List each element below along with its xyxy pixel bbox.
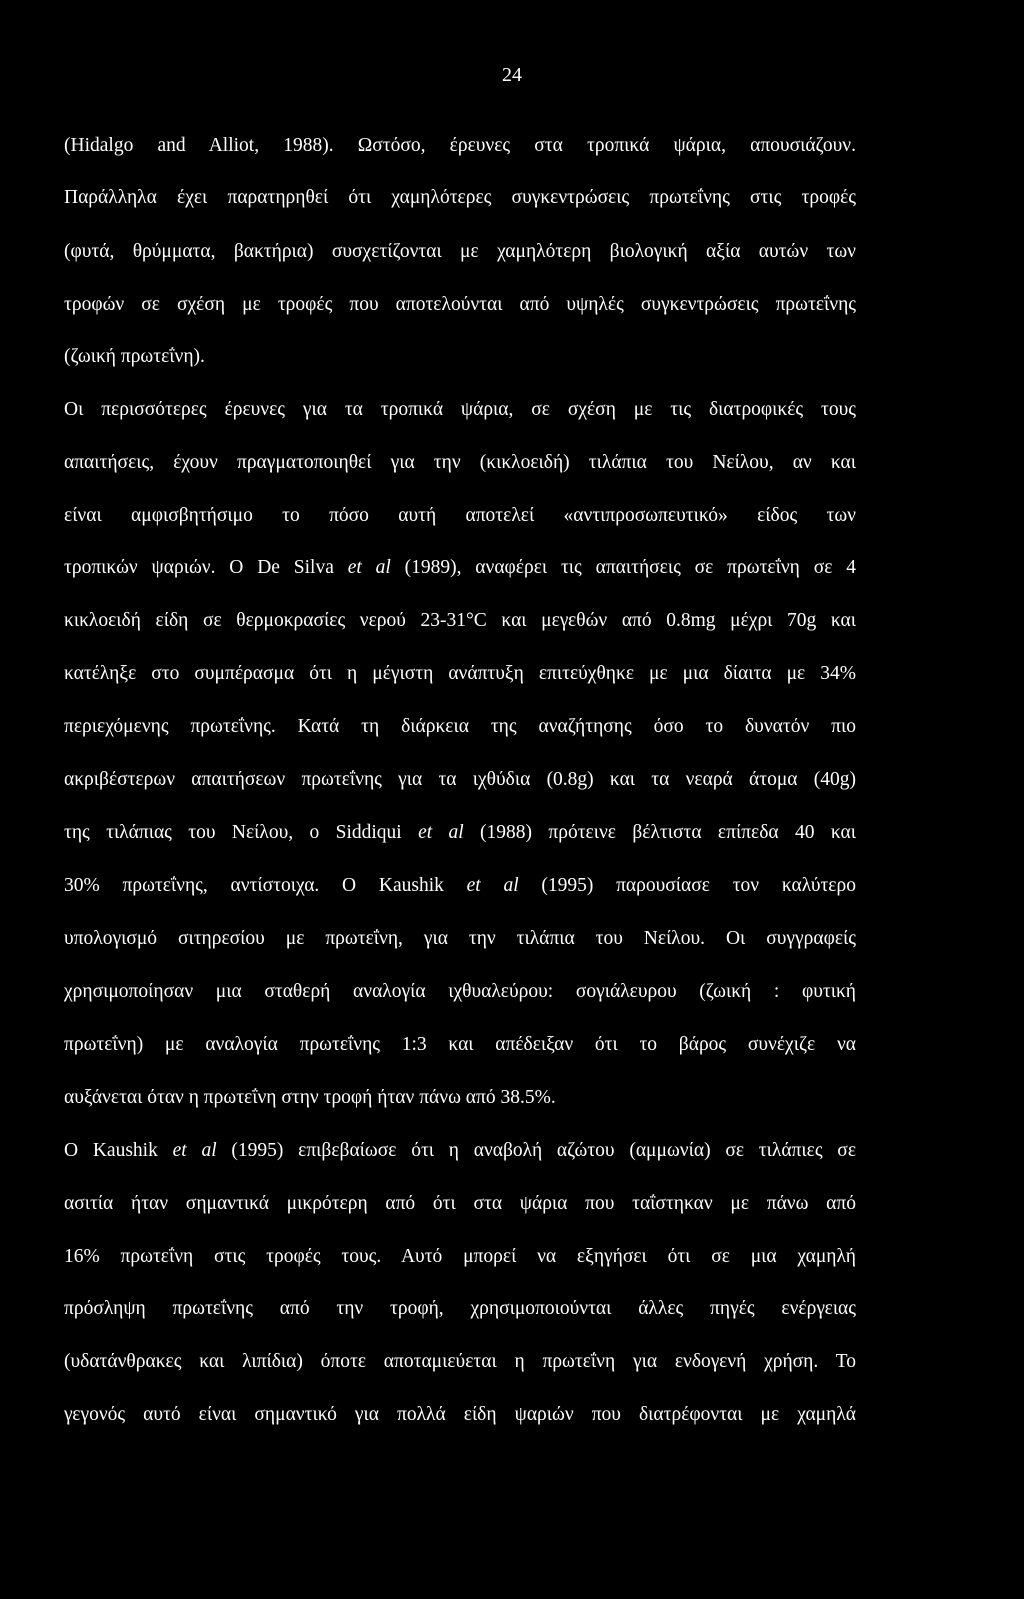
text-line: 16% πρωτεΐνη στις τροφές τους. Αυτό μπορεί να εξηγήσει ότι σε μια χαμηλή [64,1246,856,1267]
text-line: αυξάνεται όταν η πρωτεΐνη στην τροφή ήταν πάνω από 38.5%. [64,1087,556,1108]
text-line: Παράλληλα έχει παρατηρηθεί ότι χαμηλότερες συγκεντρώσεις πρωτεΐνης στις τροφές [64,187,856,208]
text-line: τροφών σε σχέση με τροφές που αποτελούνται από υψηλές συγκεντρώσεις πρωτεΐνης [64,294,856,315]
text-line: υπολογισμό σιτηρεσίου με πρωτεΐνη, για την τιλάπια του Νείλου. Οι συγγραφείς [64,928,856,949]
text-line: (Hidalgo and Alliot, 1988). Ωστόσο, έρευνες στα τροπικά ψάρια, απουσιάζουν. [64,135,856,156]
text-line: της τιλάπιας του Νείλου, ο Siddiqui et al (1988) πρότεινε βέλτιστα επίπεδα 40 και [64,822,856,843]
text-line: περιεχόμενης πρωτεΐνης. Κατά τη διάρκεια της αναζήτησης όσο το δυνατόν πιο [64,716,856,737]
text-line: κατέληξε στο συμπέρασμα ότι η μέγιστη ανάπτυξη επιτεύχθηκε με μια δίαιτα με 34% [64,663,856,684]
text-line: ακριβέστερων απαιτήσεων πρωτεΐνης για τα ιχθύδια (0.8g) και τα νεαρά άτομα (40g) [64,769,856,790]
text-line: (φυτά, θρύμματα, βακτήρια) συσχετίζονται με χαμηλότερη βιολογική αξία αυτών των [64,241,856,262]
text-line: γεγονός αυτό είναι σημαντικό για πολλά είδη ψαριών που διατρέφονται με χαμηλά [64,1404,856,1425]
text-line: απαιτήσεις, έχουν πραγματοποιηθεί για την (κικλοειδή) τιλάπια του Νείλου, αν και [64,452,856,473]
text-line: ασιτία ήταν σημαντικά μικρότερη από ότι στα ψάρια που ταΐστηκαν με πάνω από [64,1193,856,1214]
text-line: 30% πρωτεΐνης, αντίστοιχα. Ο Kaushik et al (1995) παρουσίασε τον καλύτερο [64,875,856,896]
page-number: 24 [502,64,522,86]
text-line: (υδατάνθρακες και λιπίδια) όποτε αποταμιεύεται η πρωτεΐνη για ενδογενή χρήση. Το [64,1351,856,1372]
text-line: τροπικών ψαριών. Ο De Silva et al (1989), αναφέρει τις απαιτήσεις σε πρωτεΐνη σε 4 [64,557,856,578]
text-line: είναι αμφισβητήσιμο το πόσο αυτή αποτελεί «αντιπροσωπευτικό» είδος των [64,505,856,526]
text-line: πρόσληψη πρωτεΐνης από την τροφή, χρησιμοποιούνται άλλες πηγές ενέργειας [64,1298,856,1319]
text-line: πρωτεΐνη) με αναλογία πρωτεΐνης 1:3 και απέδειξαν ότι το βάρος συνέχιζε να [64,1034,856,1055]
text-line: (ζωική πρωτεΐνη). [64,346,205,367]
text-line: κικλοειδή είδη σε θερμοκρασίες νερού 23-31°C και μεγεθών από 0.8mg μέχρι 70g και [64,610,856,631]
text-line: Ο Kaushik et al (1995) επιβεβαίωσε ότι η αναβολή αζώτου (αμμωνία) σε τιλάπιες σε [64,1140,856,1161]
text-line: χρησιμοποίησαν μια σταθερή αναλογία ιχθυαλεύρου: σογιάλευρου (ζωική : φυτική [64,981,856,1002]
text-line: Οι περισσότερες έρευνες για τα τροπικά ψάρια, σε σχέση με τις διατροφικές τους [64,399,856,420]
